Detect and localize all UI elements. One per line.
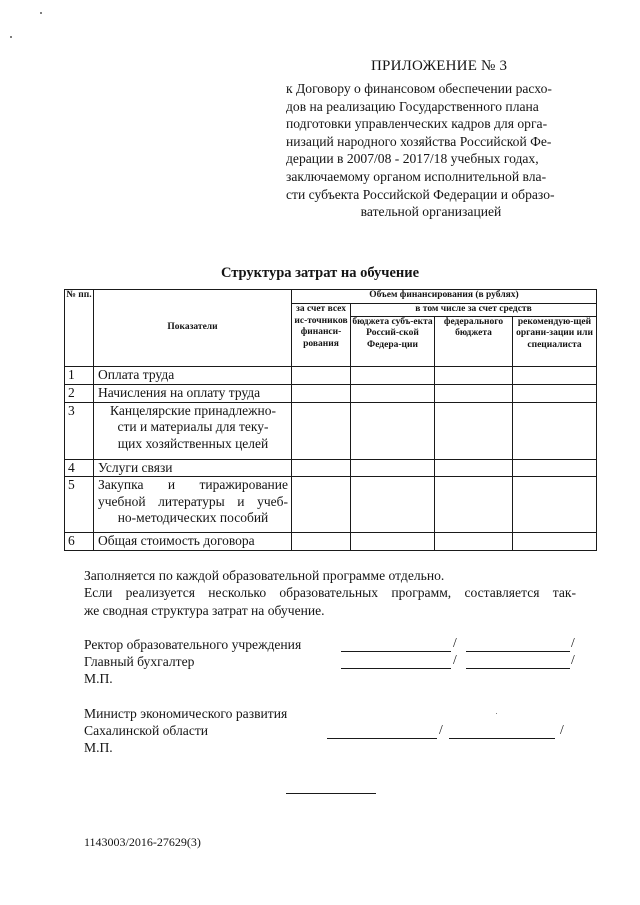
cell-regional xyxy=(351,533,435,551)
cell-all-sources xyxy=(292,459,351,477)
row-label xyxy=(94,477,292,533)
table-row xyxy=(65,384,597,402)
row-label-line: но-методических пособий xyxy=(117,510,269,525)
header-funding-total: Объем финансирования (в рублях) xyxy=(292,290,597,304)
header-indicators: Показатели xyxy=(94,290,292,367)
table-row xyxy=(65,533,597,551)
cost-structure-table xyxy=(64,289,597,551)
header-all-sources: за счет всех ис-точников финанси-рования xyxy=(292,304,351,367)
cell-federal xyxy=(435,402,513,459)
rector-name-line xyxy=(466,651,570,652)
table-row xyxy=(65,459,597,477)
minister-signature-line xyxy=(327,738,437,739)
cell-all-sources xyxy=(292,533,351,551)
note-line: Заполняется по каждой образовательной программе отдельно. xyxy=(84,568,445,583)
appendix-subtitle-line: подготовки управленческих кадров для орга- xyxy=(286,116,548,132)
cell-recommending xyxy=(513,366,597,384)
row-label xyxy=(94,402,292,459)
note-line: же сводная структура затрат на обучение. xyxy=(84,602,325,618)
header-recommending-org: рекомендую-щей органи-зации или специалиста xyxy=(513,316,597,366)
header-including: в том числе за счет средств xyxy=(351,304,597,317)
accountant-slash-end: / xyxy=(571,652,575,667)
cell-regional xyxy=(351,366,435,384)
appendix-subtitle-line: дов на реализацию Государственного плана xyxy=(286,98,539,114)
appendix-subtitle-line: к Договору о финансовом обеспечении расхо- xyxy=(286,81,552,96)
rector-slash: / xyxy=(453,635,457,650)
appendix-subtitle-line: низаций народного хозяйства Российской Фе- xyxy=(286,133,552,149)
cell-all-sources xyxy=(292,384,351,402)
seal-label: М.П. xyxy=(84,671,113,686)
cell-all-sources xyxy=(292,477,351,533)
header-federal-budget: федерального бюджета xyxy=(435,316,513,366)
row-label-line: учебной литературы и учеб- xyxy=(98,493,288,509)
table-row xyxy=(65,477,597,533)
row-label: Начисления на оплату труда xyxy=(94,384,292,402)
cell-federal xyxy=(435,384,513,402)
separator-line xyxy=(286,793,376,794)
appendix-subtitle-line: вательной организацией xyxy=(360,204,502,220)
rector-slash-end: / xyxy=(571,635,575,650)
cell-all-sources xyxy=(292,366,351,384)
row-num: 2 xyxy=(65,384,94,402)
cell-federal xyxy=(435,459,513,477)
row-label-line: Канцелярские принадлежно- xyxy=(110,402,276,418)
header-regional-budget: бюджета субъ-екта Россий-ской Федера-ции xyxy=(351,316,435,366)
row-num: 1 xyxy=(65,366,94,384)
cell-recommending xyxy=(513,459,597,477)
row-label: Общая стоимость договора xyxy=(94,533,292,551)
rector-signature-line xyxy=(341,651,451,652)
row-label-line: Закупка и тиражирование xyxy=(98,477,288,492)
appendix-title: ПРИЛОЖЕНИЕ № 3 xyxy=(371,58,508,74)
seal-label: М.П. xyxy=(84,740,113,755)
cell-recommending xyxy=(513,533,597,551)
row-label-line: щих хозяйственных целей xyxy=(117,435,269,451)
minister-region-label: Сахалинской области xyxy=(84,723,209,738)
appendix-subtitle xyxy=(286,80,576,221)
row-num: 6 xyxy=(65,533,94,551)
cell-regional xyxy=(351,459,435,477)
scan-speck xyxy=(496,713,497,714)
row-label-line: сти и материалы для теку- xyxy=(117,419,269,434)
accountant-signature-line xyxy=(341,668,451,669)
minister-slash-end: / xyxy=(560,722,564,737)
table-title: Структура затрат на обучение xyxy=(220,265,420,281)
cell-federal xyxy=(435,477,513,533)
accountant-name-line xyxy=(466,668,570,669)
note-line: Если реализуется несколько образовательных программ, составляется так- xyxy=(84,585,576,601)
row-num: 3 xyxy=(65,402,94,459)
row-num: 5 xyxy=(65,477,94,533)
cell-regional xyxy=(351,402,435,459)
cell-regional xyxy=(351,384,435,402)
rector-label: Ректор образовательного учреждения xyxy=(84,637,302,652)
chief-accountant-label: Главный бухгалтер xyxy=(84,654,195,669)
row-num: 4 xyxy=(65,459,94,477)
document-code: 1143003/2016-27629(3) xyxy=(84,835,201,849)
appendix-subtitle-line: дерации в 2007/08 - 2017/18 учебных годах, xyxy=(286,151,539,167)
cell-recommending xyxy=(513,477,597,533)
cell-federal xyxy=(435,366,513,384)
cell-federal xyxy=(435,533,513,551)
row-label: Услуги связи xyxy=(94,459,292,477)
table-row xyxy=(65,366,597,384)
minister-name-line xyxy=(449,738,555,739)
cell-all-sources xyxy=(292,402,351,459)
scan-speck xyxy=(40,12,42,14)
row-label: Оплата труда xyxy=(94,366,292,384)
table-row xyxy=(65,402,597,459)
scan-speck xyxy=(10,36,12,38)
notes xyxy=(84,567,576,619)
cell-recommending xyxy=(513,402,597,459)
appendix-subtitle-line: заключаемому органом исполнительной вла- xyxy=(286,168,547,184)
minister-label: Министр экономического развития xyxy=(84,706,288,721)
header-num: № пп. xyxy=(65,290,94,367)
cell-regional xyxy=(351,477,435,533)
minister-slash: / xyxy=(439,722,443,737)
accountant-slash: / xyxy=(453,652,457,667)
appendix-subtitle-line: сти субъекта Российской Федерации и образо- xyxy=(286,186,555,202)
cell-recommending xyxy=(513,384,597,402)
